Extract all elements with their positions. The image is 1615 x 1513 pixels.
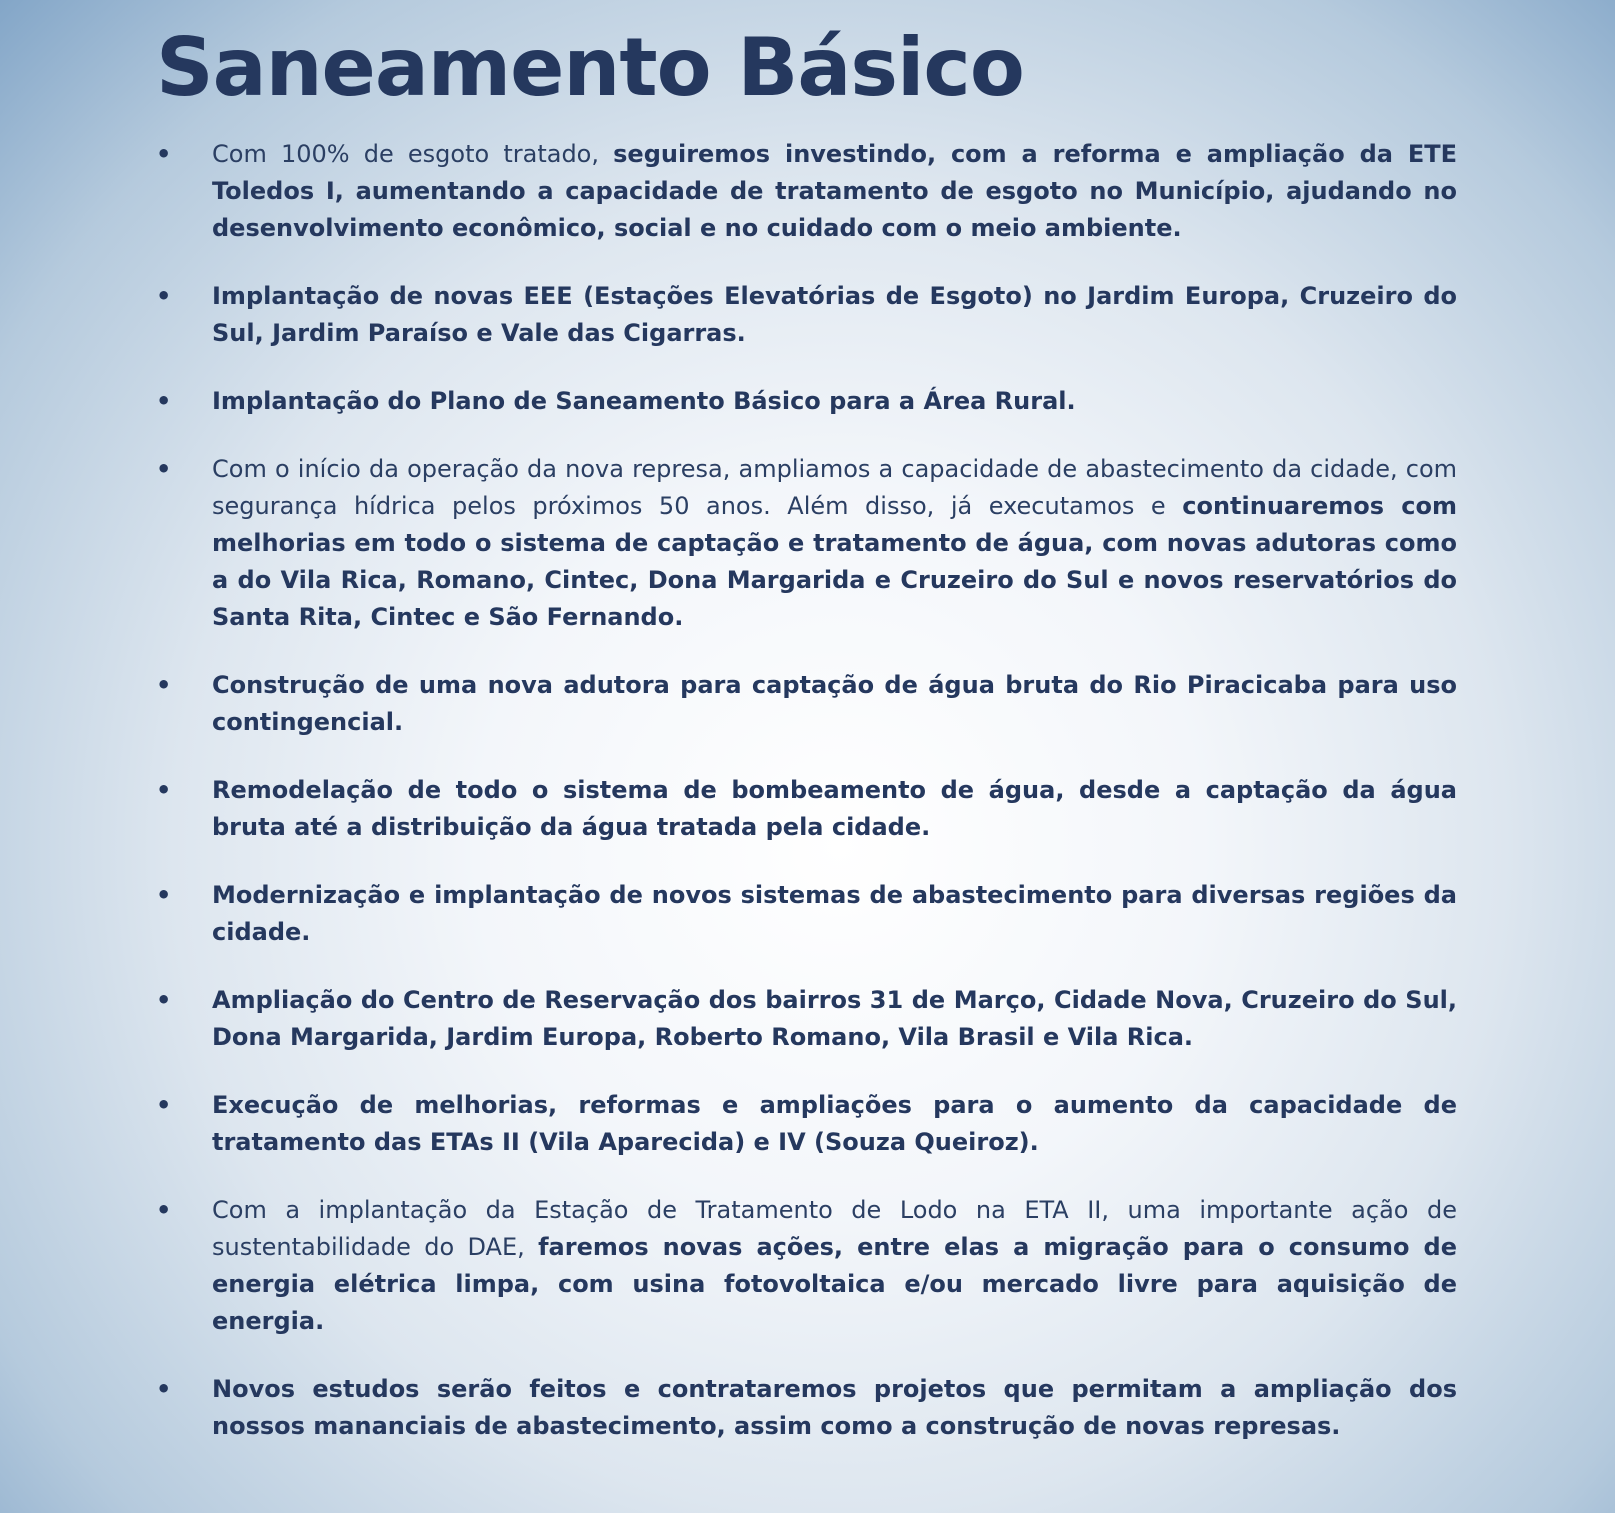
bullet-icon: •: [156, 140, 172, 168]
list-item: [156, 1087, 1457, 1161]
page-title: Saneamento Básico: [156, 21, 1024, 114]
item-bold-text: Implantação de novas EEE (Estações Elevatórias de Esgoto) no Jardim Europa, Cruzeiro do Sul, Jardim Paraíso e Vale das Cigarras.: [212, 282, 1457, 347]
item-regular-text: Com a implantação da Estação de Tratamento de Lodo na ETA II, uma importante ação de sustentabilidade do DAE,: [212, 1196, 1457, 1261]
item-regular-text: Com 100% de esgoto tratado,: [212, 140, 614, 168]
list-item: [156, 667, 1457, 741]
list-item: [156, 1371, 1457, 1445]
bullet-icon: •: [156, 881, 172, 909]
bullet-icon: •: [156, 387, 172, 415]
list-item: [156, 1192, 1457, 1340]
item-bold-text: Construção de uma nova adutora para captação de água bruta do Rio Piracicaba para uso contingencial.: [212, 671, 1457, 736]
list-item: [156, 772, 1457, 846]
item-regular-text: Com o início da operação da nova represa, ampliamos a capacidade de abastecimento da cidade, com segurança hídrica pelos próximos 50 anos. Além disso, já executamos e: [212, 455, 1457, 520]
list-item: [156, 136, 1457, 247]
item-bold-text: Ampliação do Centro de Reservação dos bairros 31 de Março, Cidade Nova, Cruzeiro do Sul, Dona Margarida, Jardim Europa, Roberto Romano, Vila Brasil e Vila Rica.: [212, 986, 1457, 1051]
item-bold-text: Execução de melhorias, reformas e ampliações para o aumento da capacidade de tratamento das ETAs II (Vila Aparecida) e IV (Souza Queiroz).: [212, 1091, 1457, 1156]
list-item: [156, 383, 1457, 420]
bullet-icon: •: [156, 776, 172, 804]
bullet-icon: •: [156, 282, 172, 310]
bullet-icon: •: [156, 986, 172, 1014]
list-item: [156, 982, 1457, 1056]
item-bold-text: Modernização e implantação de novos sistemas de abastecimento para diversas regiões da cidade.: [212, 881, 1457, 946]
list-item: [156, 877, 1457, 951]
list-item: [156, 278, 1457, 352]
bullet-icon: •: [156, 1196, 172, 1224]
list-item: [156, 451, 1457, 636]
item-bold-text: Implantação do Plano de Saneamento Básico para a Área Rural.: [212, 387, 1076, 415]
item-bold-text: seguiremos investindo, com a reforma e ampliação da ETE Toledos I, aumentando a capacidade de tratamento de esgoto no Município, ajudando no desenvolvimento econômico, social e no cuidado com o meio ambiente.: [212, 140, 1457, 242]
bullet-list: [156, 136, 1457, 1476]
item-bold-text: Novos estudos serão feitos e contrataremos projetos que permitam a ampliação dos nossos mananciais de abastecimento, assim como a construção de novas represas.: [212, 1375, 1457, 1440]
bullet-icon: •: [156, 455, 172, 483]
bullet-icon: •: [156, 671, 172, 699]
bullet-icon: •: [156, 1375, 172, 1403]
item-bold-text: Remodelação de todo o sistema de bombeamento de água, desde a captação da água bruta até a distribuição da água tratada pela cidade.: [212, 776, 1457, 841]
bullet-icon: •: [156, 1091, 172, 1119]
item-bold-text: continuaremos com melhorias em todo o sistema de captação e tratamento de água, com novas adutoras como a do Vila Rica, Romano, Cintec, Dona Margarida e Cruzeiro do Sul e novos reservatórios do Santa Rita, Cintec e São Fernando.: [212, 492, 1458, 631]
item-bold-text: faremos novas ações, entre elas a migração para o consumo de energia elétrica limpa, com usina fotovoltaica e/ou mercado livre para aquisição de energia.: [212, 1233, 1457, 1335]
